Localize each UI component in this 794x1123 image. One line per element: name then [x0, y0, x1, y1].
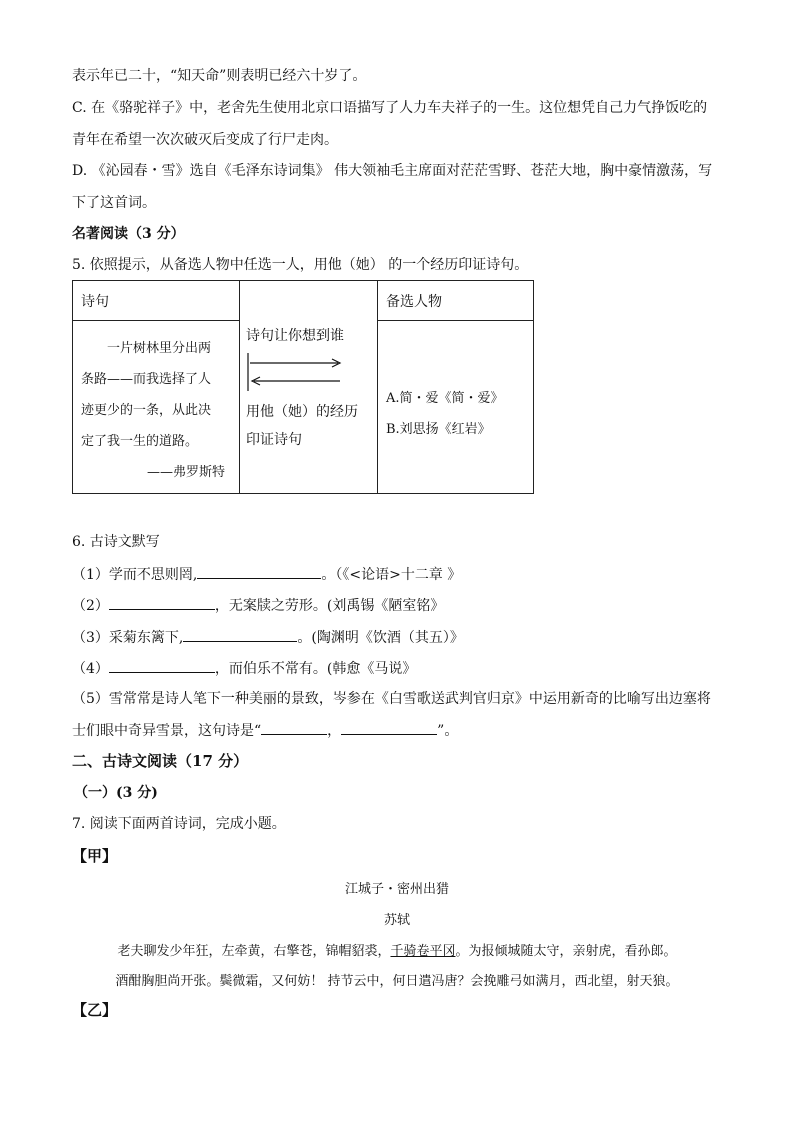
col-head-poem: 诗句 [73, 281, 240, 321]
option-c-line2: 青年在希望一次次破灭后变成了行尸走肉。 [72, 132, 338, 148]
question-6: 6. 古诗文默写 [72, 534, 160, 550]
double-arrow-icon [246, 351, 346, 393]
mid-instruction-line2: 印证诗句 [246, 432, 302, 448]
mid-instruction-line1: 用他（她）的经历 [246, 404, 358, 420]
underlined-phrase: 千骑卷平冈 [390, 944, 456, 959]
blank-field[interactable] [261, 720, 327, 735]
poem-title: 江城子・密州出猎 [344, 882, 449, 897]
candidates-cell [378, 321, 534, 494]
poem-line-2: 酒酣胸胆尚开张。鬓微霜，又何妨！ 持节云中，何日遣冯唐？会挽雕弓如满月，西北望，射天狼。 [115, 974, 679, 989]
option-d-line2: 下了这首词。 [72, 195, 156, 211]
dictation-3-prefix: （3）采菊东篱下, [72, 630, 184, 646]
label-yi: 【乙】 [72, 1001, 118, 1019]
dictation-4-prefix: （4） [72, 661, 109, 677]
dictation-1-prefix: （1）学而不思则罔, [72, 567, 198, 583]
subsection-1-heading: （一）(3 分) [74, 785, 158, 801]
dictation-2 [72, 595, 444, 616]
blank-field[interactable] [109, 658, 215, 673]
dictation-3 [72, 627, 464, 648]
poem-author: ——弗罗斯特 [146, 465, 225, 480]
candidate-b: B.刘思扬《红岩》 [386, 422, 491, 437]
poem-line: 定了我一生的道路。 [81, 434, 199, 449]
option-c-line1: C. 在《骆驼祥子》中，老舍先生使用北京口语描写了人力车夫祥子的一生。这位想凭自己力气挣饭吃的 [72, 100, 708, 116]
question-5: 5. 依照提示，从备选人物中任选一人，用他（她） 的一个经历印证诗句。 [72, 257, 529, 273]
dictation-1 [72, 564, 461, 585]
poem-cell [73, 321, 240, 494]
blank-field[interactable] [183, 627, 297, 642]
dictation-4 [72, 658, 416, 679]
poem-line-1-a: 老夫聊发少年狂，左牵黄，右擎苍，锦帽貂裘， [117, 944, 391, 959]
dictation-4-suffix: ，而伯乐不常有。(韩愈《马说》 [214, 661, 417, 677]
candidate-a: A.简・爱《简・爱》 [386, 391, 504, 406]
poem-line: 迹更少的一条，从此决 [81, 403, 212, 418]
dictation-5-comma: ， [327, 723, 342, 739]
col-head-candidates: 备选人物 [378, 281, 534, 321]
text-line: 表示年已二十，“知天命”则表明已经六十岁了。 [72, 68, 367, 84]
section-heading-mingzhu: 名著阅读（3 分） [72, 226, 185, 242]
dictation-2-suffix: ，无案牍之劳形。(刘禹锡《陋室铭》 [214, 598, 445, 614]
dictation-5-prefix: 士们眼中奇异雪景，这句诗是“ [72, 723, 262, 739]
blank-field[interactable] [341, 720, 437, 735]
mid-instruction [246, 398, 358, 454]
dictation-5-line2 [72, 720, 458, 741]
question-7: 7. 阅读下面两首诗词，完成小题。 [72, 816, 286, 832]
blank-field[interactable] [109, 595, 215, 610]
poem-line: 一片树林里分出两 [107, 341, 212, 356]
dictation-3-suffix: 。(陶渊明《饮酒（其五）》 [297, 630, 464, 646]
dictation-5-suffix: ”。 [437, 723, 459, 739]
label-jia: 【甲】 [72, 847, 118, 865]
option-d-line1: D. 《沁园春・雪》选自《毛泽东诗词集》 伟大领袖毛主席面对茫茫雪野、苍茫大地，胸中豪情激荡，写 [72, 163, 713, 179]
dictation-5-line1: （5）雪常常是诗人笔下一种美丽的景致，岑参在《白雪歌送武判官归京》中运用新奇的比喻写出边塞将 [72, 691, 711, 707]
middle-cell [240, 281, 378, 494]
blank-field[interactable] [197, 564, 321, 579]
mid-prompt: 诗句让你想到谁 [246, 328, 344, 344]
section-2-heading: 二、古诗文阅读（17 分） [72, 752, 249, 770]
dictation-1-suffix: 。（《<论语>十二章 》 [321, 567, 462, 583]
poem-line-1 [72, 940, 722, 959]
dictation-2-prefix: （2） [72, 598, 109, 614]
poem-line: 条路——而我选择了人 [81, 372, 212, 387]
poem-line-1-b: 。为报倾城随太守，亲射虎，看孙郎。 [455, 944, 677, 959]
question-5-table [72, 280, 534, 494]
poem-author: 苏轼 [383, 913, 410, 928]
